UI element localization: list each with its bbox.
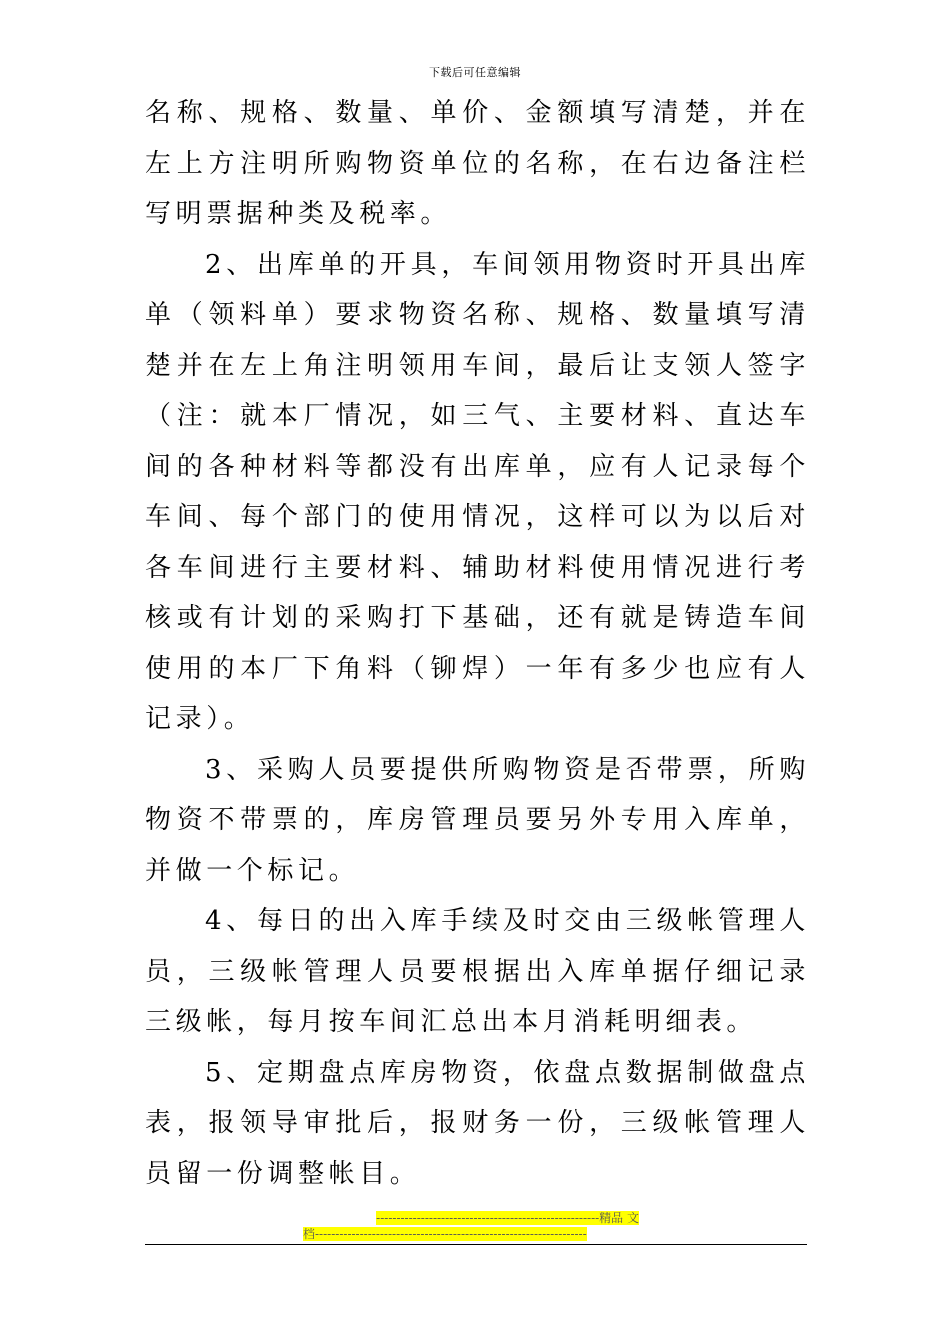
footer-line-2 (303, 1226, 643, 1242)
footer-banner (303, 1210, 643, 1242)
header-note: 下载后可任意编辑 (429, 66, 521, 79)
paragraph-item-3: 3、采购人员要提供所购物资是否带票，所购物资不带票的，库房管理员要另外专用入库单，并做一个标记。 (145, 754, 810, 886)
paragraph-item-4: 4、每日的出入库手续及时交由三级帐管理人员，三级帐管理人员要根据出入库单据仔细记录三级帐，每月按车间汇总出本月消耗明细表。 (145, 906, 810, 1037)
document-body (145, 88, 810, 1199)
paragraph-item-2: 2、出库单的开具，车间领用物资时开具出库单（领料单）要求物资名称、规格、数量填写清楚并在左上角注明领用车间，最后让支领人签字（注：就本厂情况，如三气、主要材料、直达车间的各种材料等都没有出库单，应有人记录每个车间、每个部门的使用情况，这样可以为以后对各车间进行主要材料、辅助材料使用情况进行考核或有计划的采购打下基础，还有就是铸造车间使用的本厂下角料（铆焊）一年有多少也应有人记录）。 (145, 249, 810, 734)
footer-highlight-1: -------------------------------------------------------精品 文 (376, 1211, 639, 1225)
paragraph-continuation: 名称、规格、数量、单价、金额填写清楚，并在左上方注明所购物资单位的名称，在右边备注栏写明票据种类及税率。 (145, 98, 810, 229)
footer-line-1 (303, 1210, 643, 1226)
footer-divider (145, 1244, 807, 1245)
paragraph-item-5: 5、定期盘点库房物资，依盘点数据制做盘点表，报领导审批后，报财务一份，三级帐管理人员留一份调整帐目。 (145, 1057, 810, 1189)
footer-highlight-2: 档------------------------------------------------------------------- (303, 1227, 587, 1241)
